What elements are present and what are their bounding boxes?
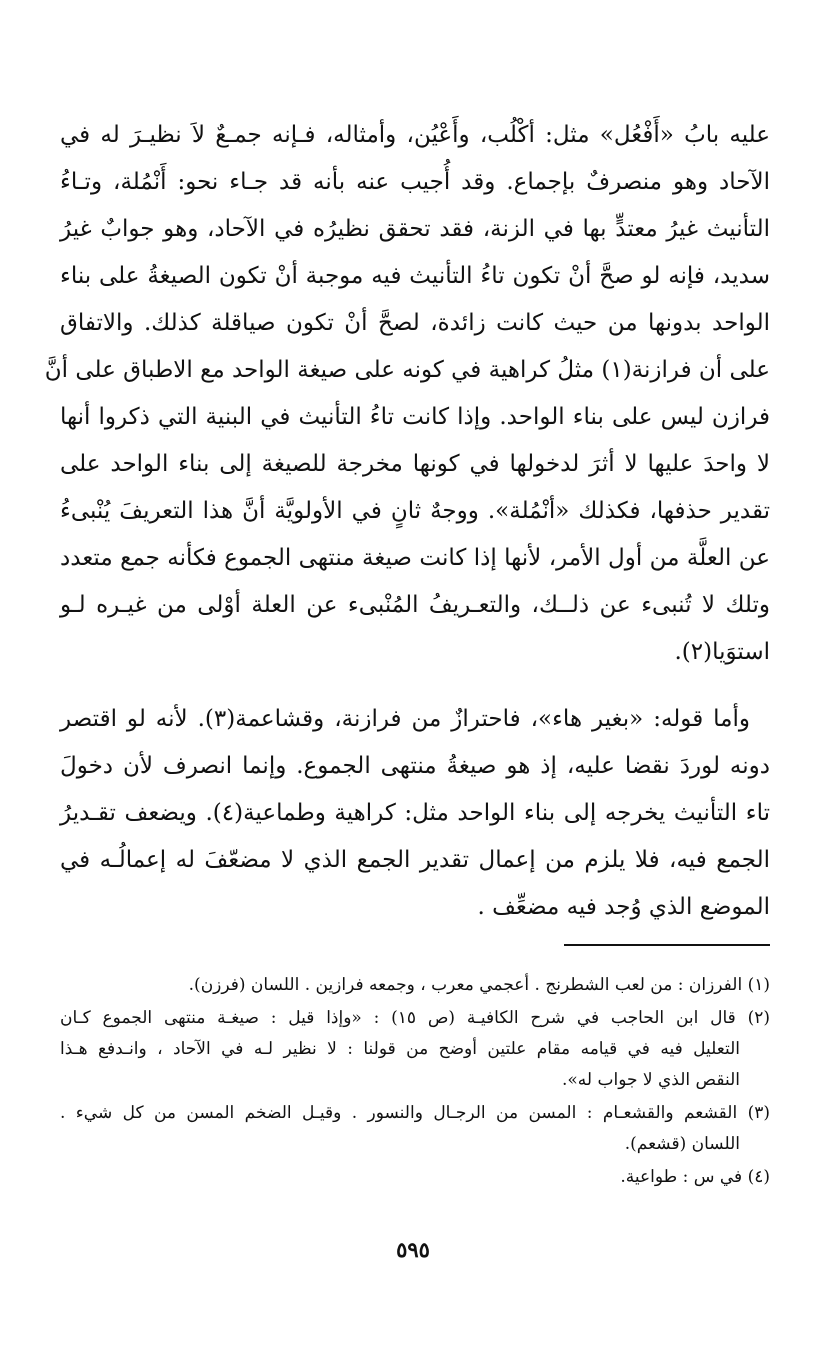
text-line: وأما قوله: «بغير هاء»، فاحترازٌ من فرازنة، وقشاعمة(٣). لأنه لو اقتصر (60, 706, 750, 732)
footnote-line: (١) الفرزان : من لعب الشطرنج . أعجمي معرب ، وجمعه فرازين . اللسان (فرزن). (188, 975, 770, 995)
footnote-line: التعليل فيه في قيامه مقام علتين أوضح من قولنا : لا نظير لـه في الآحاد ، وانـدفع هـذا (60, 1039, 740, 1059)
text-line: الجمع فيه، فلا يلزم من إعمال تقدير الجمع الذي لا مضعّفَ له إعمالُـه في (60, 847, 770, 873)
paragraph-2 (60, 696, 770, 931)
text-line: تاء التأنيث يخرجه إلى بناء الواحد مثل: كراهية وطماعية(٤). ويضعف تقـديرُ (60, 800, 770, 826)
footnote-line: النقص الذي لا جواب له». (561, 1070, 740, 1090)
text-line: دونه لوردَ نقضا عليه، إذ هو صيغةُ منتهى الجموع. وإنما انصرف لأن دخولَ (60, 753, 770, 779)
text-line: الآحاد وهو منصرفٌ بإجماع. وقد أُجيب عنه بأنه قد جـاء نحو: أَنْمُلة، وتـاءُ (60, 169, 770, 195)
text-line: فرازن ليس على بناء الواحد. وإذا كانت تاءُ التأنيث في البنية التي ذكروا أنها (60, 404, 770, 430)
text-line: سديد، فإنه لو صحَّ أنْ تكون تاءُ التأنيث فيه موجبة أنْ تكون الصيغةُ على بناء (60, 263, 770, 289)
footnote-line: (٤) في س : طواعية. (620, 1167, 770, 1187)
footnote-2 (60, 1003, 770, 1096)
text-line: تقدير حذفها، فكذلك «أنْمُلة». ووجهٌ ثانٍ في الأولويَّة أنَّ هذا التعريفَ يُنْبىءُ (60, 498, 770, 524)
footnote-line: اللسان (قشعم). (624, 1134, 740, 1154)
footnote-4 (60, 1162, 770, 1193)
footnote-line: (٢) قال ابن الحاجب في شرح الكافيـة (ص ١٥) : «وإذا قيل : صيغـة منتهى الجموع كـان (60, 1008, 770, 1028)
footnote-separator (564, 944, 770, 946)
text-line: عن العلَّة من أول الأمر، لأنها إذا كانت صيغة منتهى الجموع فكأنه جمع متعدد (60, 545, 770, 571)
text-line: وتلك لا تُنبىء عن ذلــك، والتعـريفُ المُنْبىء عن العلة أوْلى من غيـره لـو (60, 592, 770, 618)
text-line: التأنيث غيرُ معتدٍّ بها في الزنة، فقد تحقق نظيرُه في الآحاد، وهو جوابٌ غيرُ (60, 216, 770, 242)
text-line: الموضع الذي وُجد فيه مضعِّف . (477, 894, 770, 920)
footnote-line: (٣) القشعم والقشعـام : المسن من الرجـال والنسور . وقيـل الضخم المسن من كل شيء . (60, 1103, 770, 1123)
text-line: الواحد بدونها من حيث كانت زائدة، لصحَّ أنْ تكون صياقلة كذلك. والاتفاق (60, 310, 770, 336)
text-line: على أن فرازنة(١) مثلُ كراهية في كونه على صيغة الواحد مع الاطباق على أنَّ (44, 357, 770, 383)
page-number: ٥٩٥ (396, 1237, 430, 1262)
text-line: لا واحدَ عليها لا أثرَ لدخولها في كونها مخرجة للصيغة إلى بناء الواحد على (60, 451, 770, 477)
paragraph-1 (44, 112, 770, 676)
main-text (44, 112, 770, 931)
text-line: عليه بابُ «أَفْعُل» مثل: أكْلُب، وأَعْيُن، وأمثاله، فـإنه جمـعٌ لاَ نظيـرَ له في (60, 122, 770, 148)
footnote-3 (60, 1098, 770, 1160)
footnote-1 (60, 970, 770, 1001)
footnotes (60, 970, 770, 1195)
text-line: استوَيا(٢). (674, 639, 770, 665)
